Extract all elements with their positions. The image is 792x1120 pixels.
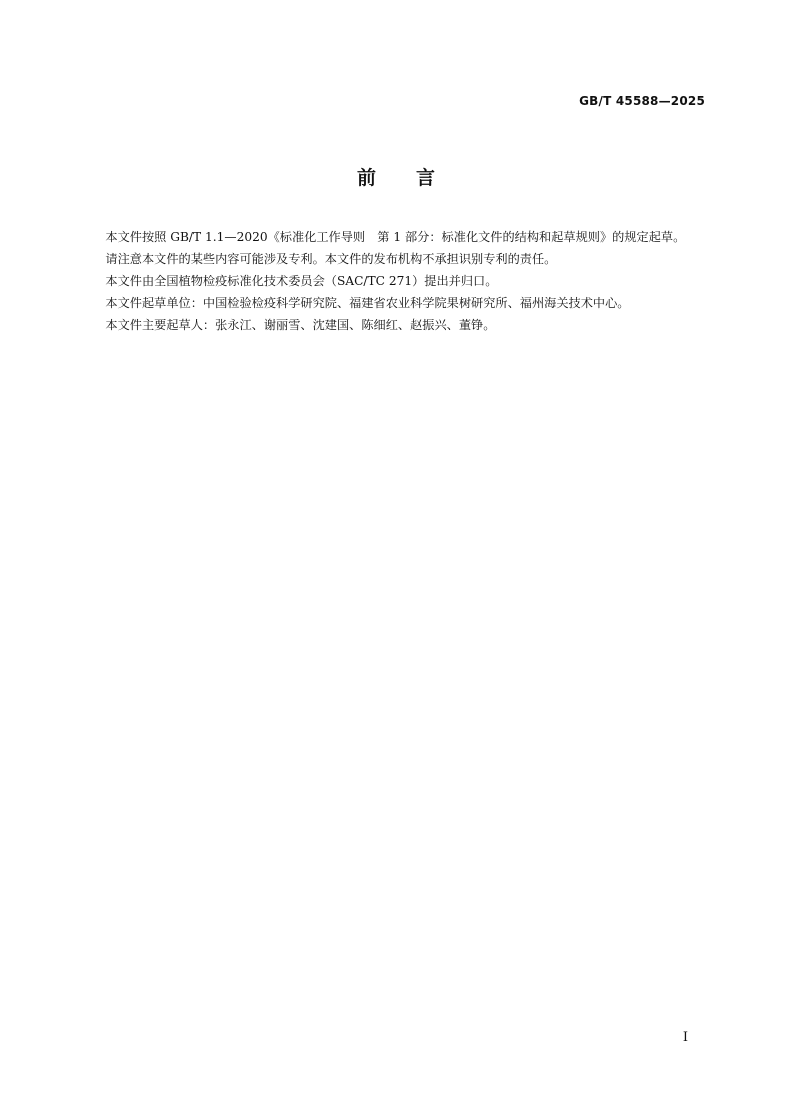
foreword-body bbox=[81, 226, 709, 336]
paragraph-drafters: 本文件主要起草人：张永江、谢丽雪、沈建国、陈细红、赵振兴、董铮。 bbox=[105, 318, 496, 332]
page-title: 前言 bbox=[356, 167, 475, 189]
paragraph-patent-notice: 请注意本文件的某些内容可能涉及专利。本文件的发布机构不承担识别专利的责任。 bbox=[105, 252, 557, 266]
document-number: GB/T 45588—2025 bbox=[579, 94, 705, 108]
paragraph-proposer: 本文件由全国植物检疫标准化技术委员会（SAC/TC 271）提出并归口。 bbox=[105, 274, 498, 288]
paragraph-drafting-units: 本文件起草单位：中国检验检疫科学研究院、福建省农业科学院果树研究所、福州海关技术中心。 bbox=[105, 296, 630, 310]
paragraph-drafting-rules: 本文件按照 GB/T 1.1—2020《标准化工作导则 第 1 部分：标准化文件的结构和起草规则》的规定起草。 bbox=[105, 230, 686, 244]
page-number: I bbox=[682, 1030, 688, 1045]
